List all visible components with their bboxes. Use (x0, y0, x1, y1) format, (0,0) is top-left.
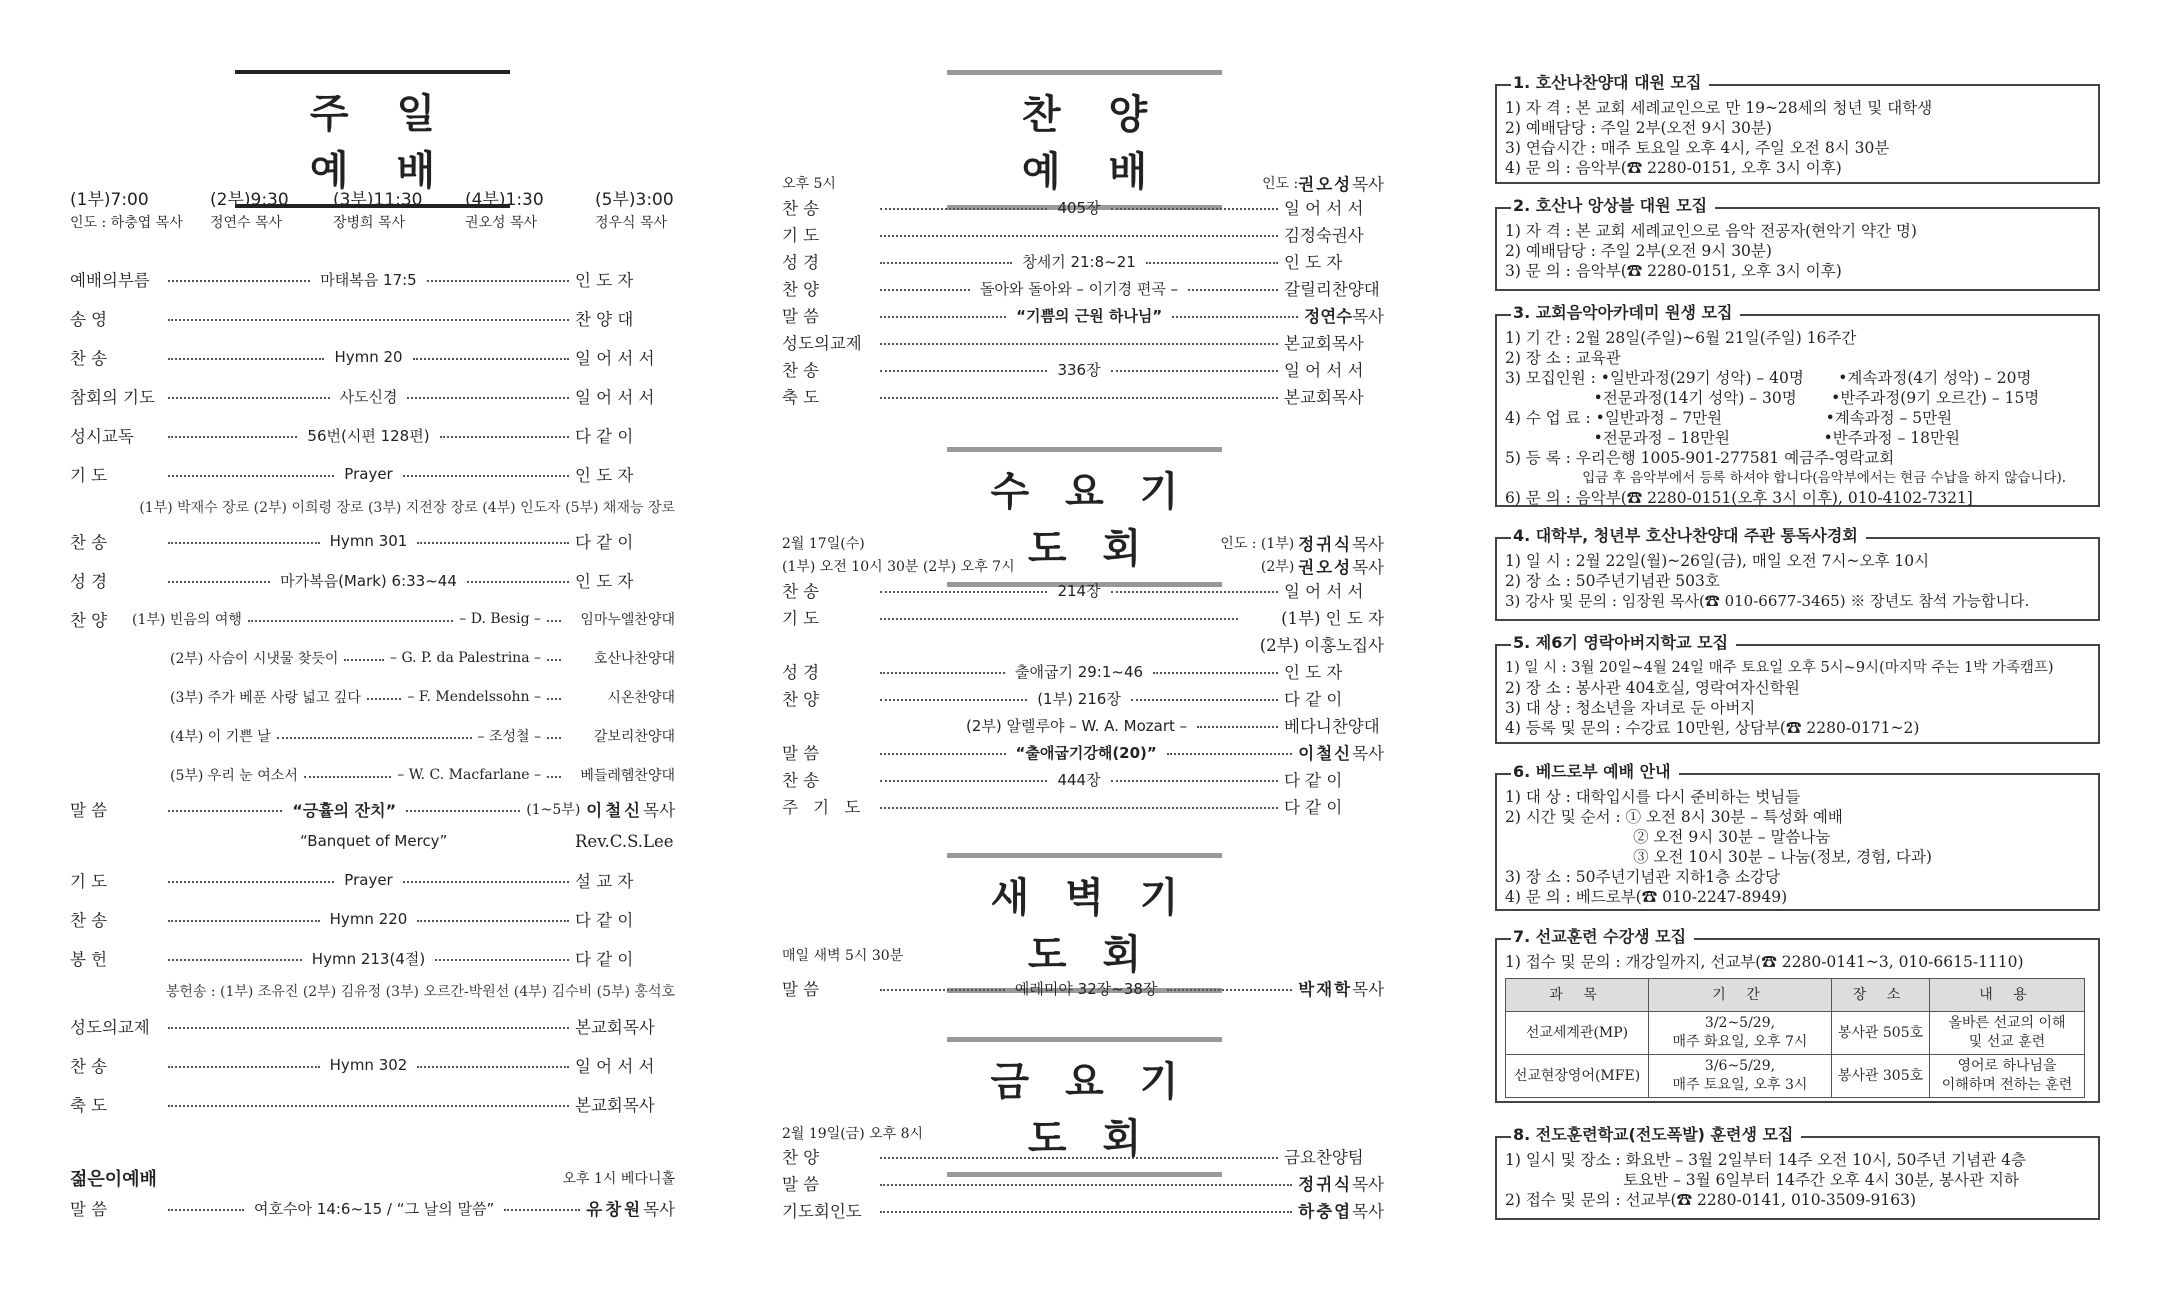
order-row: 찬 송 Hymn 301 다 같 이 (70, 532, 634, 552)
friday-row: 말 씀 정귀식 목사 (782, 1175, 1384, 1194)
friday-title: 금요기도회 (947, 1037, 1222, 1177)
notice-box: 3. 교회음악아카데미 원생 모집 1) 기 간 : 2월 28일(주일)~6월 21일(주일) 16주간 2) 장 소 : 교육관 3) 모집인원 : •일반과정(29기 성악) – 40명 •계속과정(4기 성악) – 20명 •전문과정(14기 성악) – 30명 •반주과정(9기 오르간) – 15명 4) 수 업 료 : •일반과정 – 7만원 •계속과정 – 5만원 •전문과정 – 18만원 •반주과정 – 18만원 5) 등 록 : 우리은행 1005-901-277581 예금주-영락교회 입금 후 음악부에서 등록 하셔야 합니다(음악부에서는 현금 수납을 하지 않습니다). 6) 문 의 : 음악부(☎ 2280-0151(오후 3시 이후), 010-4102-7321] (1495, 314, 2100, 507)
order-row: 성도의교제 본교회목사 (70, 1018, 655, 1037)
order-row: 기 도 Prayer 인 도 자 (70, 465, 634, 485)
order-row: 봉 헌 Hymn 213(4절) 다 같 이 (70, 949, 634, 969)
praise-header: 오후 5시 인도 : 권오성 목사 (782, 175, 1384, 194)
friday-time: 2월 19일(금) 오후 8시 (782, 1126, 924, 1142)
sermon-en-row: “Banquet of Mercy” Rev.C.S.Lee (300, 831, 674, 851)
praise-row: 찬 양 돌아와 돌아와 – 이기경 편곡 – 갈릴리찬양대 (782, 279, 1380, 299)
order-row: 성 경 마가복음(Mark) 6:33~44 인 도 자 (70, 571, 634, 591)
wednesday-row: 찬 송 444장 다 같 이 (782, 770, 1343, 790)
praise-row: 성도의교제 본교회목사 (782, 334, 1364, 353)
dawn-title: 새벽기도회 (947, 853, 1222, 993)
anthem-row: (3부) 주가 베푼 사랑 넓고 깊다 – F. Mendelssohn – 시온찬양대 (170, 689, 675, 706)
notice-box: 7. 선교훈련 수강생 모집 1) 접수 및 문의 : 개강일까지, 선교부(☎ 2280-0141~3, 010-6615-1110) 과 목 기 간 장 소 내 용 선교세계관(MP) 3/2~5/29, 매주 화요일, 오후 7시 봉사관 505호 올바른 선교의 이해 및 선교 훈련 선교현장영어(MFE) 3/6~5/29, 매주 토요일, 오후 3시 봉사관 305호 영어로 하나님을 이해하며 전하는 훈련 (1495, 938, 2100, 1103)
sunday-column (70, 0, 675, 1289)
anthem-row: 찬 양 (1부) 빈음의 여행 – D. Besig – 임마누엘찬양대 (70, 611, 675, 630)
table-row: 선교세계관(MP) 3/2~5/29, 매주 화요일, 오후 7시 봉사관 505호 올바른 선교의 이해 및 선교 훈련 (1506, 1012, 2085, 1055)
praise-row: 찬 송 336장 일 어 서 서 (782, 360, 1364, 380)
notice-box: 5. 제6기 영락아버지학교 모집 1) 일 시 : 3월 20일~4월 24일 매주 토요일 오후 5시~9시(마지막 주는 1박 가족캠프) 2) 장 소 : 봉사관 404호실, 영락여자신학원 3) 대 상 : 청소년을 자녀로 둔 아버지 4) 등록 및 문의 : 수강료 10만원, 상담부(☎ 2280-0171~2) (1495, 644, 2100, 744)
notice-box: 4. 대학부, 청년부 호산나찬양대 주관 통독사경회 1) 일 시 : 2월 22일(월)~26일(금), 매일 오전 7시~오후 10시 2) 장 소 : 50주년기념관 503호 3) 강사 및 문의 : 임장원 목사(☎ 010-6677-3465) ※ 장년도 참석 가능합니다. (1495, 537, 2100, 621)
order-row: 참회의 기도 사도신경 일 어 서 서 (70, 387, 655, 407)
anthem-row: (2부) 사슴이 시냇물 찾듯이 – G. P. da Palestrina – 호산나찬양대 (170, 650, 675, 667)
praise-row: 말 씀 “기쁨의 근원 하나님” 정연수 목사 (782, 306, 1384, 326)
wednesday-header: 2월 17일(수) 인도 : (1부) 정귀식 목사 (782, 535, 1384, 554)
praise-row: 축 도 본교회목사 (782, 388, 1364, 407)
wednesday-row: 말 씀 “출애굽기강해(20)” 이철신 목사 (782, 743, 1384, 763)
service-5: (5부)3:00 정우식 목사 (595, 190, 674, 231)
order-row: 축 도 본교회목사 (70, 1096, 655, 1115)
wednesday-header2: (1부) 오전 10시 30분 (2부) 오후 7시 (2부) 권오성 목사 (782, 558, 1384, 577)
order-row: 예배의부름 마태복음 17:5 인 도 자 (70, 270, 634, 290)
middle-column (782, 0, 1384, 1289)
praise-row: 기 도 김정숙권사 (782, 226, 1364, 245)
sunday-title: 주일예배 (235, 70, 510, 208)
youth-header: 젊은이예배 오후 1시 베다니홀 (70, 1169, 675, 1190)
friday-row: 찬 양 금요찬양팀 (782, 1148, 1364, 1167)
order-row: 성시교독 56번(시편 128편) 다 같 이 (70, 426, 634, 446)
order-row: 찬 송 Hymn 302 일 어 서 서 (70, 1056, 655, 1076)
service-2: (2부)9:30 정연수 목사 (210, 190, 289, 231)
notice-box: 6. 베드로부 예배 안내 1) 대 상 : 대학입시를 다시 준비하는 벗님들 2) 시간 및 순서 : ① 오전 8시 30분 – 특성화 예배 ② 오전 9시 30분 – 말씀나눔 ③ 오전 10시 30분 – 나눔(정보, 경험, 다과) 3) 장 소 : 50주년기념관 지하1층 소강당 4) 문 의 : 베드로부(☎ 010-2247-8949) (1495, 773, 2100, 911)
service-3: (3부)11:30 장병희 목사 (333, 190, 423, 231)
prayer-names: (1부) 박재수 장로 (2부) 이희령 장로 (3부) 지전장 장로 (4부) 인도자 (5부) 채재능 장로 (139, 500, 675, 516)
praise-title: 찬양예배 (947, 70, 1222, 210)
mission-table: 과 목 기 간 장 소 내 용 선교세계관(MP) 3/2~5/29, 매주 화요일, 오후 7시 봉사관 505호 올바른 선교의 이해 및 선교 훈련 선교현장영어(MFE) 3/6~5/29, 매주 토요일, 오후 3시 봉사관 305호 영어로 하나님을 이해하며 전하는 훈련 (1505, 978, 2085, 1098)
wednesday-row: 찬 양 (1부) 216장 다 같 이 (782, 689, 1343, 709)
praise-row: 찬 송 405장 일 어 서 서 (782, 198, 1364, 218)
notice-box: 1. 호산나찬양대 대원 모집 1) 자 격 : 본 교회 세례교인으로 만 19~28세의 청년 및 대학생 2) 예배담당 : 주일 2부(오전 9시 30분) 3) 연습시간 : 매주 토요일 오후 4시, 주일 오전 8시 30분 4) 문 의 : 음악부(☎ 2280-0151, 오후 3시 이후) (1495, 84, 2100, 184)
dawn-row: 말 씀 예레미야 32장~38장 박재학 목사 (782, 979, 1385, 999)
offering-singers: 봉헌송 : (1부) 조유진 (2부) 김유정 (3부) 오르간-박원선 (4부) 김수비 (5부) 홍석호 (165, 984, 675, 1000)
anthem-row: (4부) 이 기쁜 날 – 조성철 – 갈보리찬양대 (170, 729, 675, 745)
anthem-row: (5부) 우리 눈 여소서 – W. C. Macfarlane – 베들레헴찬양대 (170, 767, 675, 784)
wednesday-row: 성 경 출애굽기 29:1~46 인 도 자 (782, 662, 1343, 682)
table-row: 선교현장영어(MFE) 3/6~5/29, 매주 토요일, 오후 3시 봉사관 305호 영어로 하나님을 이해하며 전하는 훈련 (1506, 1055, 2085, 1098)
wednesday-title: 수요기도회 (947, 447, 1222, 587)
notice-box: 2. 호산나 앙상블 대원 모집 1) 자 격 : 본 교회 세례교인으로 음악 전공자(현악기 약간 명) 2) 예배담당 : 주일 2부(오전 9시 30분) 3) 문 의 : 음악부(☎ 2280-0151, 오후 3시 이후) (1495, 207, 2100, 291)
wednesday-row: 기 도 (1부) 인 도 자 (782, 609, 1384, 628)
notice-box: 8. 전도훈련학교(전도폭발) 훈련생 모집 1) 일시 및 장소 : 화요반 – 3월 2일부터 14주 오전 10시, 50주년 기념관 4층 토요반 – 3월 6일부터 14주간 오후 4시 30분, 봉사관 지하 2) 접수 및 문의 : 선교부(☎ 2280-0141, 010-3509-9163) (1495, 1136, 2100, 1220)
friday-row: 기도회인도 하충엽 목사 (782, 1202, 1384, 1221)
service-4: (4부)1:30 권오성 목사 (465, 190, 544, 231)
youth-row: 말 씀 여호수아 14:6~15 / “그 날의 말씀” 유창원 목사 (70, 1199, 675, 1219)
order-row: 찬 송 Hymn 220 다 같 이 (70, 910, 634, 930)
praise-row: 성 경 창세기 21:8~21 인 도 자 (782, 252, 1343, 272)
dawn-time: 매일 새벽 5시 30분 (782, 948, 904, 964)
service-1: (1부)7:00 인도 : 하충엽 목사 (70, 190, 183, 231)
wednesday-row: 찬 송 214장 일 어 서 서 (782, 581, 1364, 601)
wednesday-row: (2부) 알렐루야 – W. A. Mozart – 베다니찬양대 (966, 716, 1380, 736)
wednesday-row: (2부) 이홍노집사 (1259, 636, 1384, 655)
order-row: 찬 송 Hymn 20 일 어 서 서 (70, 348, 655, 368)
order-row: 송 영 찬 양 대 (70, 310, 634, 329)
sermon-row: 말 씀 “긍휼의 잔치” (1~5부) 이철신 목사 (70, 800, 676, 820)
wednesday-row: 주 기 도 다 같 이 (782, 798, 1343, 817)
order-row: 기 도 Prayer 설 교 자 (70, 871, 634, 891)
